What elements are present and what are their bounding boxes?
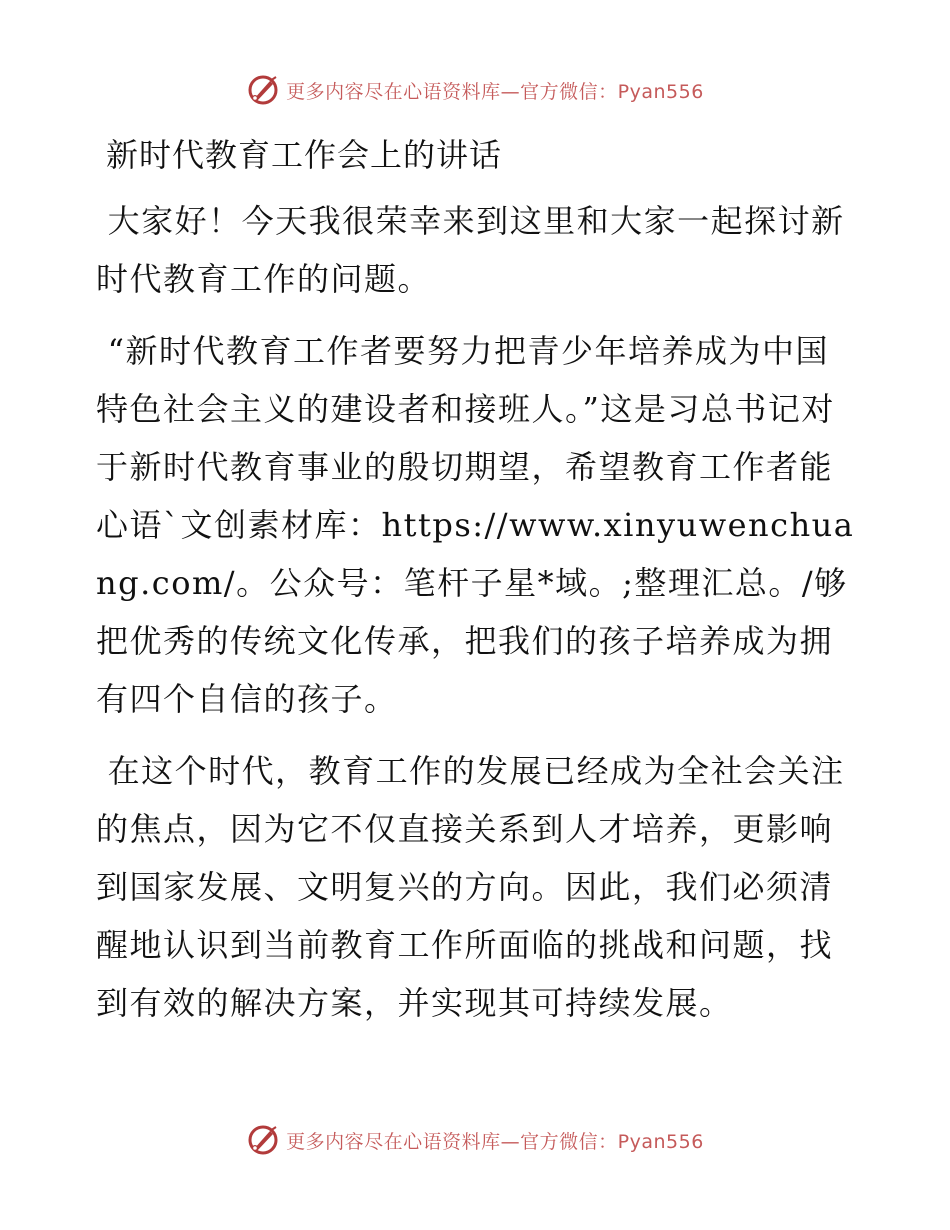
quill-circle-icon	[246, 73, 280, 107]
paragraph-greeting: 大家好！今天我很荣幸来到这里和大家一起探讨新时代教育工作的问题。	[96, 202, 845, 298]
footer-banner-text: 更多内容尽在心语资料库—官方微信：Pyan556	[286, 1130, 704, 1153]
footer-banner	[0, 1120, 950, 1160]
quill-circle-icon	[246, 1123, 280, 1157]
header-banner-text: 更多内容尽在心语资料库—官方微信：Pyan556	[286, 80, 704, 103]
document-body	[96, 118, 856, 1032]
paragraph-challenges: 在这个时代，教育工作的发展已经成为全社会关注的焦点，因为它不仅直接关系到人才培养，更影响到国家发展、文明复兴的方向。因此，我们必须清醒地认识到当前教育工作所面临的挑战和问题，找到有效的解决方案，并实现其可持续发展。	[96, 752, 845, 1022]
header-banner	[0, 70, 950, 110]
paragraph-quote: “新时代教育工作者要努力把青少年培养成为中国特色社会主义的建设者和接班人。”这是习总书记对于新时代教育事业的殷切期望，希望教育工作者能心语`文创素材库：https://www.xinyuwenchuang.com/。公众号：笔杆子星*域。;整理汇总。/够把优秀的传统文化传承，把我们的孩子培养成为拥有四个自信的孩子。	[96, 332, 855, 718]
document-title: 新时代教育工作会上的讲话	[106, 136, 503, 174]
